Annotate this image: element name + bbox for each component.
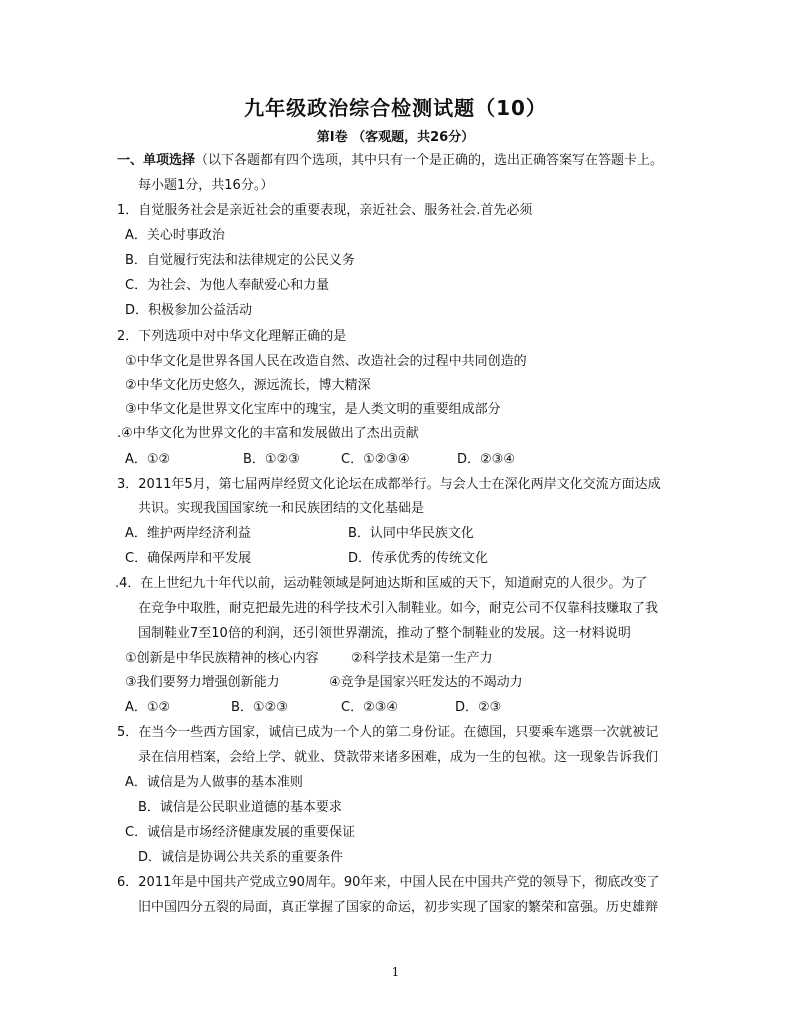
q2-statement-1: ①中华文化是世界各国人民在改造自然、改造社会的过程中共同创造的: [125, 354, 527, 369]
q1-option-d: D．积极参加公益活动: [125, 303, 253, 318]
q2-stem: 2．下列选项中对中华文化理解正确的是: [117, 329, 347, 344]
q4-statement-2: ②科学技术是第一生产力: [351, 651, 493, 666]
page-title: 九年级政治综合检测试题（10）: [244, 96, 547, 120]
q2-option-b: B．①②③: [243, 452, 300, 467]
q1-option-a: A．关心时事政治: [125, 228, 225, 243]
q3-option-c: C．确保两岸和平发展: [125, 551, 252, 566]
q4-option-a: A．①②: [125, 700, 171, 715]
q4-option-d: D．②③: [455, 700, 502, 715]
q1-stem: 1．自觉服务社会是亲近社会的重要表现，亲近社会、服务社会.首先必须: [117, 203, 533, 218]
q3-stem-2: 共识。实现我国国家统一和民族团结的文化基础是: [138, 501, 425, 516]
section1-instruction-2: 每小题1分，共16分。）: [138, 178, 274, 193]
q4-option-b: B．①②③: [231, 700, 288, 715]
q5-option-a: A．诚信是为人做事的基本准则: [125, 775, 303, 790]
q1-option-c: C．为社会、为他人奉献爱心和力量: [125, 278, 330, 293]
q4-statement-1: ①创新是中华民族精神的核心内容: [125, 651, 319, 666]
q2-statement-4: .④中华文化为世界文化的丰富和发展做出了杰出贡献: [117, 426, 419, 441]
q3-option-a: A．维护两岸经济利益: [125, 526, 251, 541]
q5-stem-1: 5．在当今一些西方国家，诚信已成为一个人的第二身份证。在德国，只要乘车逃票一次就被记: [117, 725, 659, 740]
section-subtitle: 第Ⅰ卷 （客观题，共26分）: [316, 130, 475, 145]
q2-statement-2: ②中华文化历史悠久，源远流长，博大精深: [125, 378, 371, 393]
q6-stem-1: 6．2011年是中国共产党成立90周年。90年来，中国人民在中国共产党的领导下，彻底改变了: [117, 875, 660, 890]
q5-option-d: D．诚信是协调公共关系的重要条件: [138, 850, 344, 865]
q2-option-d: D．②③④: [457, 452, 515, 467]
q2-option-c: C．①②③④: [341, 452, 410, 467]
page-number: 1: [391, 965, 400, 979]
q4-statement-3: ③我们要努力增强创新能力: [125, 675, 280, 690]
q5-option-c: C．诚信是市场经济健康发展的重要保证: [125, 825, 356, 840]
section1-heading: 一、单项选择: [117, 153, 196, 168]
q3-stem-1: 3．2011年5月，第七届两岸经贸文化论坛在成都举行。与会人士在深化两岸文化交流方面达成: [117, 477, 661, 492]
q3-option-d: D．传承优秀的传统文化: [348, 551, 489, 566]
section1-heading-line: [117, 153, 663, 169]
q4-option-c: C．②③④: [341, 700, 399, 715]
q2-statement-3: ③中华文化是世界文化宝库中的瑰宝，是人类文明的重要组成部分: [125, 402, 501, 417]
q1-option-b: B．自觉履行宪法和法律规定的公民义务: [125, 253, 355, 268]
q4-statement-4: ④竞争是国家兴旺发达的不竭动力: [329, 675, 523, 690]
q3-option-b: B．认同中华民族文化: [348, 526, 474, 541]
q5-stem-2: 录在信用档案，会给上学、就业、贷款带来诸多困难，成为一生的包袱。这一现象告诉我们: [138, 750, 659, 765]
q4-stem-3: 国制鞋业7至10倍的利润，还引领世界潮流，推动了整个制鞋业的发展。这一材料说明: [138, 626, 631, 641]
q2-option-a: A．①②: [125, 452, 171, 467]
q4-stem-2: 在竞争中取胜，耐克把最先进的科学技术引入制鞋业。如今，耐克公司不仅靠科技赚取了我: [138, 601, 659, 616]
section1-instruction: （以下各题都有四个选项，其中只有一个是正确的，选出正确答案写在答题卡上。: [195, 153, 664, 168]
q5-option-b: B．诚信是公民职业道德的基本要求: [138, 800, 342, 815]
q6-stem-2: 旧中国四分五裂的局面，真正掌握了国家的命运，初步实现了国家的繁荣和富强。历史雄辩: [138, 900, 659, 915]
q4-stem-1: .4．在上世纪九十年代以前，运动鞋领域是阿迪达斯和匡威的天下，知道耐克的人很少。为了: [115, 576, 648, 591]
